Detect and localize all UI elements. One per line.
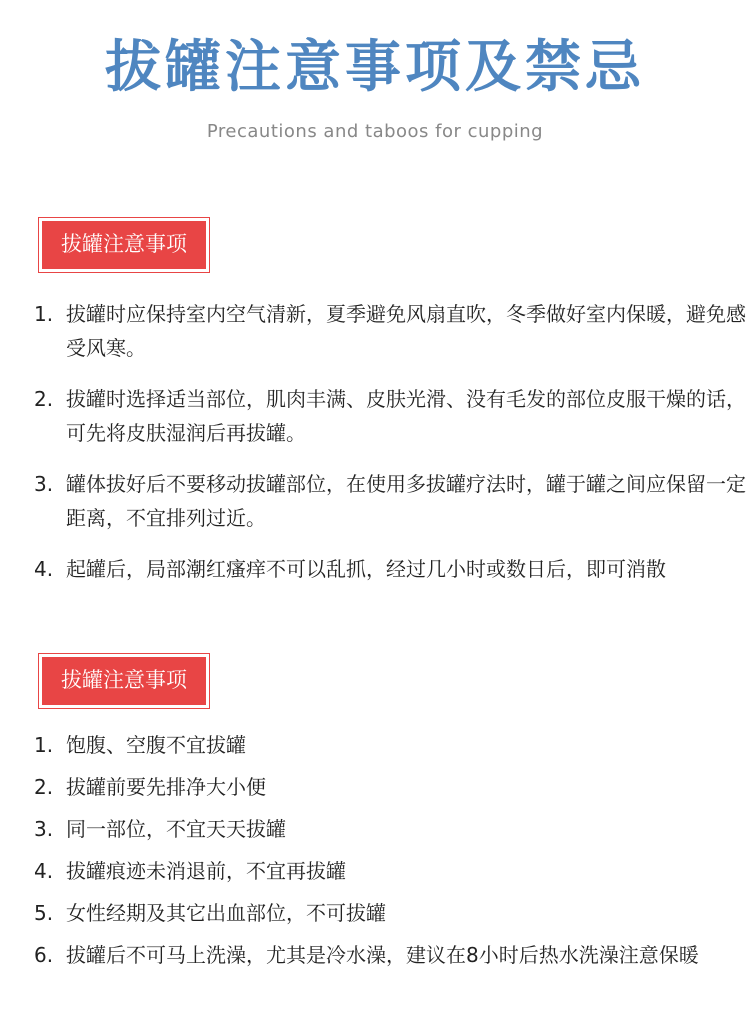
- item-number: 2.: [34, 775, 54, 799]
- item-text: 起罐后，局部潮红瘙痒不可以乱抓，经过几小时或数日后，即可消散: [66, 557, 666, 581]
- list-item: [34, 552, 750, 586]
- list-item: [34, 772, 750, 802]
- list-item: [34, 940, 750, 970]
- section1-heading-frame: [38, 217, 210, 273]
- section2-heading-frame: [38, 653, 210, 709]
- item-number: 5.: [34, 901, 54, 925]
- item-number: 3.: [34, 472, 54, 496]
- list-item: [34, 730, 750, 760]
- item-number: 4.: [34, 557, 54, 581]
- list-item: [34, 382, 750, 450]
- item-text: 拔罐前要先排净大小便: [66, 775, 266, 799]
- item-number: 4.: [34, 859, 54, 883]
- item-text: 饱腹、空腹不宜拔罐: [66, 733, 246, 757]
- precautions-list: [34, 297, 750, 603]
- item-text: 罐体拔好后不要移动拔罐部位，在使用多拔罐疗法时，罐于罐之间应保留一定距离，不宜排列过近。: [66, 472, 746, 530]
- item-number: 6.: [34, 943, 54, 967]
- item-text: 拔罐痕迹未消退前，不宜再拔罐: [66, 859, 346, 883]
- list-item: [34, 856, 750, 886]
- item-text: 拔罐时应保持室内空气清新，夏季避免风扇直吹，冬季做好室内保暖，避免感受风寒。: [66, 302, 746, 360]
- list-item: [34, 467, 750, 535]
- item-number: 3.: [34, 817, 54, 841]
- item-number: 1.: [34, 733, 54, 757]
- item-text: 同一部位，不宜天天拔罐: [66, 817, 286, 841]
- item-text: 女性经期及其它出血部位，不可拔罐: [66, 901, 386, 925]
- list-item: [34, 814, 750, 844]
- list-item: [34, 898, 750, 928]
- item-number: 1.: [34, 302, 54, 326]
- list-item: [34, 297, 750, 365]
- page-title: 拔罐注意事项及禁忌: [105, 35, 645, 100]
- item-text: 拔罐后不可马上洗澡，尤其是冷水澡，建议在8小时后热水洗澡注意保暖: [66, 943, 699, 967]
- page-subtitle: Precautions and taboos for cupping: [206, 121, 544, 142]
- item-number: 2.: [34, 387, 54, 411]
- section1-heading: 拔罐注意事项: [42, 221, 206, 269]
- section2-heading: 拔罐注意事项: [42, 657, 206, 705]
- item-text: 拔罐时选择适当部位，肌肉丰满、皮肤光滑、没有毛发的部位皮服干燥的话，可先将皮肤湿润后再拔罐。: [66, 387, 746, 445]
- taboos-list: [34, 730, 750, 982]
